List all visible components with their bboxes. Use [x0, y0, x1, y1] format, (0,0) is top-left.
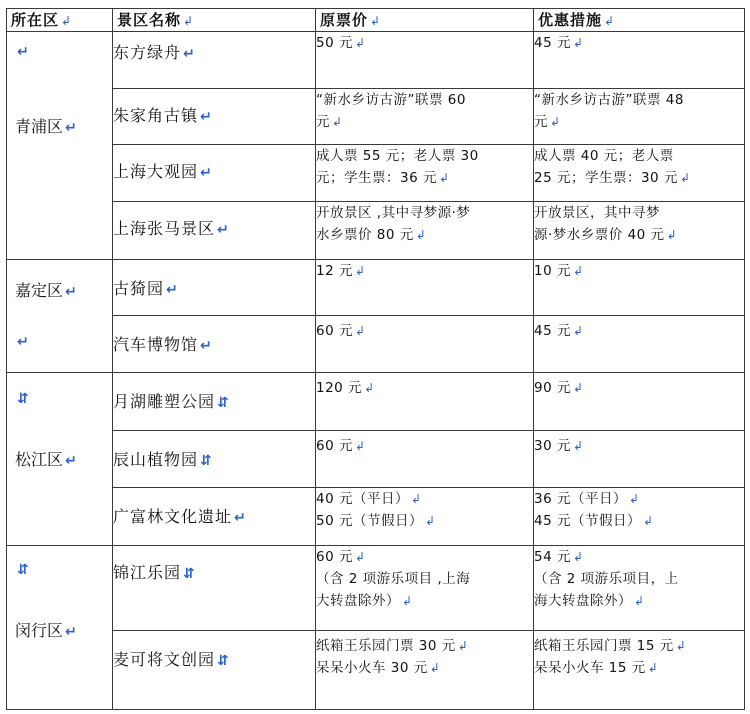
discount-cell: 54 元 ↲ （含 2 项游乐项目，上 海大转盘除外） ↲ [534, 545, 745, 630]
table-row [7, 145, 745, 202]
price-cell: 开放景区 ,其中寻梦源·梦 水乡票价 80 元 ↲ [316, 201, 534, 259]
return-mark-icon: ↲ [370, 14, 381, 28]
return-arrow-icon: ⇵ [183, 565, 196, 582]
return-arrow-icon: ↵ [65, 283, 77, 300]
discount-cell: 纸箱王乐园门票 15 元 ↲ 呆呆小火车 15 元 ↲ [534, 630, 745, 709]
scenic-name-cell: 辰山植物园 ⇵ [113, 430, 316, 488]
price-cell: 40 元（平日） ↲ 50 元（节假日） ↲ [316, 488, 534, 546]
return-arrow-icon: ↵ [65, 120, 77, 136]
district-label: 青浦区 [15, 117, 64, 136]
discount-cell: 成人票 40 元；老人票 25 元；学生票：30 元 ↲ [534, 145, 745, 202]
district-label: 松江区 [15, 449, 64, 469]
return-arrow-icon: ↵ [183, 46, 196, 62]
header-district: 所在区 ↲ [7, 9, 113, 32]
return-arrow-icon: ↵ [17, 44, 29, 60]
scenic-name-cell: 东方绿舟 ↵ [113, 32, 316, 89]
return-arrow-icon: ↵ [17, 333, 29, 350]
return-arrow-icon: ↵ [166, 281, 179, 298]
return-arrow-icon: ⇵ [217, 394, 230, 411]
scenic-name-cell: 上海张马景区 ↵ [113, 201, 316, 259]
district-cell-qingpu [7, 32, 113, 260]
table-row [7, 488, 745, 546]
return-arrow-icon: ↵ [200, 338, 213, 355]
price-cell: 60 元 ↲ [316, 430, 534, 488]
return-arrow-icon: ↵ [200, 165, 213, 182]
price-cell: 纸箱王乐园门票 30 元 ↲ 呆呆小火车 30 元 ↲ [316, 630, 534, 709]
district-label: 闵行区 [15, 620, 64, 640]
scenic-ticket-table [6, 8, 745, 710]
price-cell: 成人票 55 元；老人票 30 元；学生票：36 元 ↲ [316, 145, 534, 202]
discount-cell: 30 元 ↲ [534, 430, 745, 488]
table-row [7, 32, 745, 89]
discount-cell: 开放景区，其中寻梦 源·梦水乡票价 40 元 ↲ [534, 201, 745, 259]
scenic-name-cell: 锦江乐园 ⇵ [113, 545, 316, 630]
discount-cell: “新水乡访古游”联票 48 元 ↲ [534, 88, 745, 145]
double-return-arrow-icon: ⇵ [17, 561, 29, 578]
price-cell: 120 元 ↲ [316, 372, 534, 430]
return-arrow-icon: ⇵ [217, 652, 230, 669]
return-arrow-icon: ↵ [65, 623, 77, 640]
district-cell-jiading [7, 259, 113, 372]
return-mark-icon: ↲ [604, 14, 615, 28]
return-arrow-icon: ⇵ [200, 452, 213, 469]
table-row [7, 545, 745, 630]
return-arrow-icon: ↵ [200, 108, 213, 125]
table-row [7, 630, 745, 709]
district-cell-minhang [7, 545, 113, 709]
return-arrow-icon: ↵ [65, 452, 77, 469]
price-cell: 60 元 ↲ [316, 316, 534, 373]
table-row [7, 201, 745, 259]
table-row [7, 259, 745, 316]
header-original-price: 原票价 ↲ [316, 9, 534, 32]
discount-cell: 90 元 ↲ [534, 372, 745, 430]
return-mark-icon: ↲ [61, 14, 72, 28]
scenic-name-cell: 汽车博物馆 ↵ [113, 316, 316, 373]
scenic-name-cell: 月湖雕塑公园 ⇵ [113, 372, 316, 430]
discount-cell: 45 元 ↲ [534, 32, 745, 89]
return-arrow-icon: ↵ [234, 510, 247, 527]
discount-cell: 10 元 ↲ [534, 259, 745, 316]
header-row [7, 9, 745, 32]
scenic-name-cell: 广富林文化遗址 ↵ [113, 488, 316, 546]
double-return-arrow-icon: ⇵ [17, 390, 29, 407]
district-label: 嘉定区 [15, 280, 64, 300]
district-cell-songjiang [7, 372, 113, 545]
header-scenic-name: 景区名称 ↲ [113, 9, 316, 32]
table-row [7, 372, 745, 430]
price-cell: 60 元 ↲ （含 2 项游乐项目 ,上海 大转盘除外） ↲ [316, 545, 534, 630]
discount-cell: 45 元 ↲ [534, 316, 745, 373]
return-mark-icon: ↲ [183, 14, 194, 28]
scenic-name-cell: 上海大观园 ↵ [113, 145, 316, 202]
table-row [7, 316, 745, 373]
return-arrow-icon: ↵ [217, 221, 230, 238]
price-cell: 12 元 ↲ [316, 259, 534, 316]
price-cell: “新水乡访古游”联票 60 元 ↲ [316, 88, 534, 145]
table-row [7, 88, 745, 145]
price-cell: 50 元 ↲ [316, 32, 534, 89]
table-row [7, 430, 745, 488]
scenic-name-cell: 朱家角古镇 ↵ [113, 88, 316, 145]
discount-cell: 36 元（平日） ↲ 45 元（节假日） ↲ [534, 488, 745, 546]
header-discount: 优惠措施 ↲ [534, 9, 745, 32]
scenic-name-cell: 古猗园 ↵ [113, 259, 316, 316]
scenic-name-cell: 麦可将文创园 ⇵ [113, 630, 316, 709]
